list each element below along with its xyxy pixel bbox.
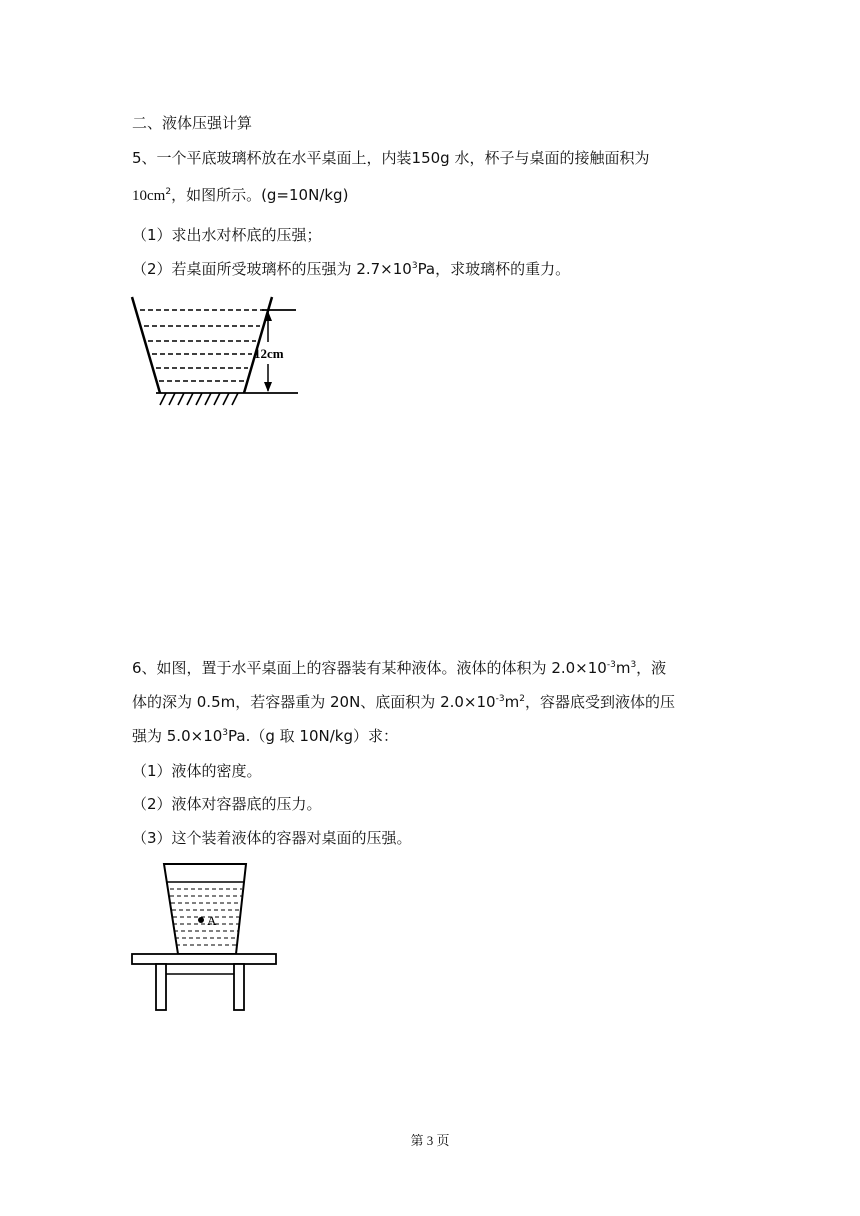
q6-subquestion-1: （1）液体的密度。 <box>132 762 262 780</box>
q5-sub2-part-b: Pa，求玻璃杯的重力。 <box>417 260 571 278</box>
q5-sub2-part-a: （2）若桌面所受玻璃杯的压强为 2.7×10 <box>132 260 412 278</box>
q6-line-2-part-a: 体的深为 0.5m，若容器重为 20N、底面积为 2.0×10 <box>132 693 496 711</box>
q6-line-2-exp-2: 2 <box>519 694 525 704</box>
q5-area-exponent: 2 <box>165 187 172 197</box>
q6-line-1-part-c: ，液 <box>636 659 667 677</box>
q5-sub2-exponent: 3 <box>411 261 418 271</box>
q5-area-value: 10cm <box>132 188 166 204</box>
q6-line-2 <box>132 692 675 712</box>
q6-line-3-part-a: 强为 5.0×10 <box>132 727 223 745</box>
q6-line-1-exp-1: -3 <box>606 660 616 670</box>
q5-line-2-rest: ，如图所示。(g=10N/kg) <box>171 186 349 204</box>
q6-line-1-part-a: 6、如图，置于水平桌面上的容器装有某种液体。液体的体积为 2.0×10 <box>132 659 607 677</box>
q5-line-2 <box>132 185 348 206</box>
page-number: 第 3 页 <box>410 1133 450 1148</box>
q6-line-2-part-c: ，容器底受到液体的压 <box>524 693 675 711</box>
q6-point-a-marker <box>198 917 204 923</box>
q6-container-figure <box>128 858 283 1016</box>
section-heading: 二、液体压强计算 <box>132 114 253 132</box>
q5-subquestion-2 <box>132 259 570 279</box>
q5-subquestion-1: （1）求出水对杯底的压强； <box>132 226 322 244</box>
q5-glass-figure <box>128 292 303 410</box>
q6-point-a-label: A <box>207 913 217 928</box>
q6-subquestion-3: （3）这个装着液体的容器对桌面的压强。 <box>132 829 412 847</box>
q6-subquestion-2: （2）液体对容器底的压力。 <box>132 795 322 813</box>
q6-line-2-exp-1: -3 <box>495 694 505 704</box>
q6-line-1-part-b: m <box>615 659 631 677</box>
q6-line-2-part-b: m <box>504 693 520 711</box>
q5-height-label: 12cm <box>254 346 284 361</box>
q6-line-1-exp-2: 3 <box>630 660 637 670</box>
q6-line-1 <box>132 658 666 678</box>
q6-line-3-part-b: Pa.（g 取 10N/kg）求： <box>228 727 398 745</box>
q6-line-3-exp: 3 <box>222 728 229 738</box>
q5-line-1: 5、一个平底玻璃杯放在水平桌面上，内装150g 水，杯子与桌面的接触面积为 <box>132 149 650 167</box>
q6-line-3 <box>132 726 398 746</box>
